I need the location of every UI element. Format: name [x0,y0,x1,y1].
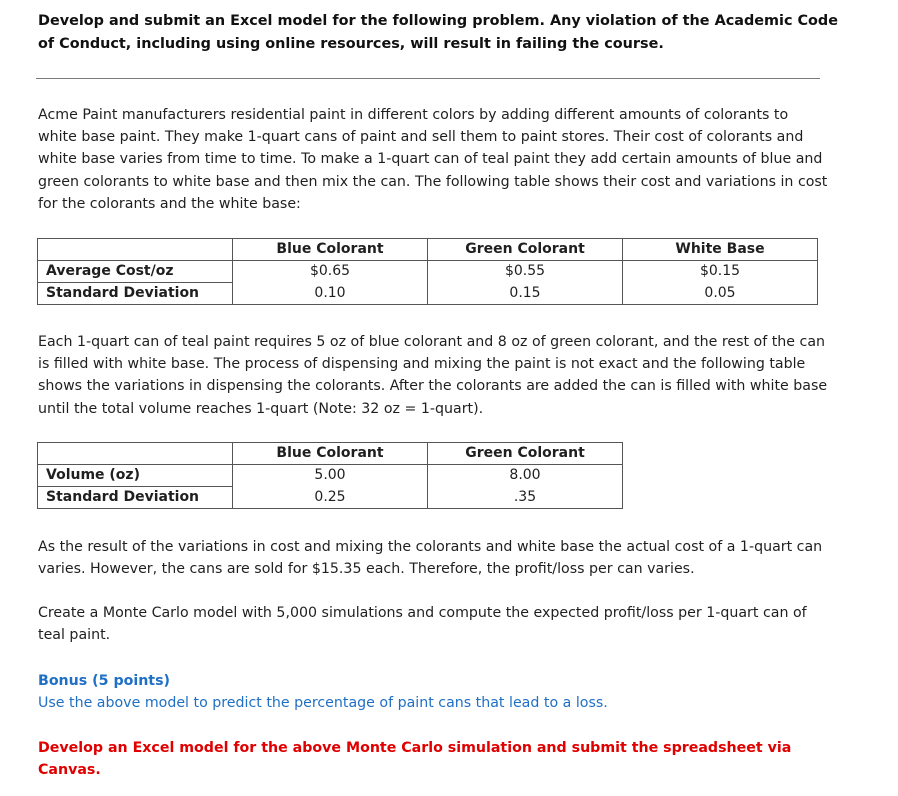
cost-cell: 0.05 [623,283,818,305]
cost-cell: 0.15 [428,283,623,305]
submission-instruction: Develop an Excel model for the above Monte Carlo simulation and submit the spreadsheet via Canvas. [38,740,792,779]
intro-paragraph: Acme Paint manufacturers residential paint in different colors by adding different amounts of colorants to white base paint. They make 1-quart cans of paint and sell them to paint stores. Their cost of colorants and white base varies from time to time. To make a 1-quart can of teal paint they add certain amounts of blue and green colorants to white base and then mix the can. The following table shows their cost and variations in cost for the colorants and the white base: [38,107,828,212]
mixing-paragraph: Each 1-quart can of teal paint requires 5 oz of blue colorant and 8 oz of green colorant, and the rest of the can is filled with white base. The process of dispensing and mixing the paint is not exact and the following table shows the variations in dispensing the colorants. After the colorants are added the can is filled with white base until the total volume reaches 1-quart (Note: 32 oz = 1-quart). [38,334,828,417]
volume-cell: .35 [428,487,623,509]
volume-row-label: Standard Deviation [38,487,233,509]
cost-col-blue: Blue Colorant [233,239,428,261]
volume-cell: 5.00 [233,465,428,487]
volume-table-corner [38,443,233,465]
cost-row-label: Standard Deviation [38,283,233,305]
volume-col-green: Green Colorant [428,443,623,465]
cost-cell: $0.55 [428,261,623,283]
assignment-header: Develop and submit an Excel model for the following problem. Any violation of the Academic Code of Conduct, including using online resources, will result in failing the course. [38,13,838,52]
cost-cell: 0.10 [233,283,428,305]
volume-row-label: Volume (oz) [38,465,233,487]
bonus-text: Use the above model to predict the percentage of paint cans that lead to a loss. [38,695,608,711]
cost-col-white: White Base [623,239,818,261]
variation-paragraph: As the result of the variations in cost and mixing the colorants and white base the actual cost of a 1-quart can varies. However, the cans are sold for $15.35 each. Therefore, the profit/loss per can varies. [38,539,823,578]
cost-cell: $0.65 [233,261,428,283]
cost-table [37,238,818,305]
header-divider [36,78,820,79]
volume-cell: 0.25 [233,487,428,509]
cost-col-green: Green Colorant [428,239,623,261]
cost-cell: $0.15 [623,261,818,283]
bonus-title: Bonus (5 points) [38,673,171,689]
volume-table [37,442,623,509]
task-paragraph: Create a Monte Carlo model with 5,000 simulations and compute the expected profit/loss per 1-quart can of teal paint. [38,605,807,644]
volume-col-blue: Blue Colorant [233,443,428,465]
volume-cell: 8.00 [428,465,623,487]
cost-row-label: Average Cost/oz [38,261,233,283]
cost-table-corner [38,239,233,261]
